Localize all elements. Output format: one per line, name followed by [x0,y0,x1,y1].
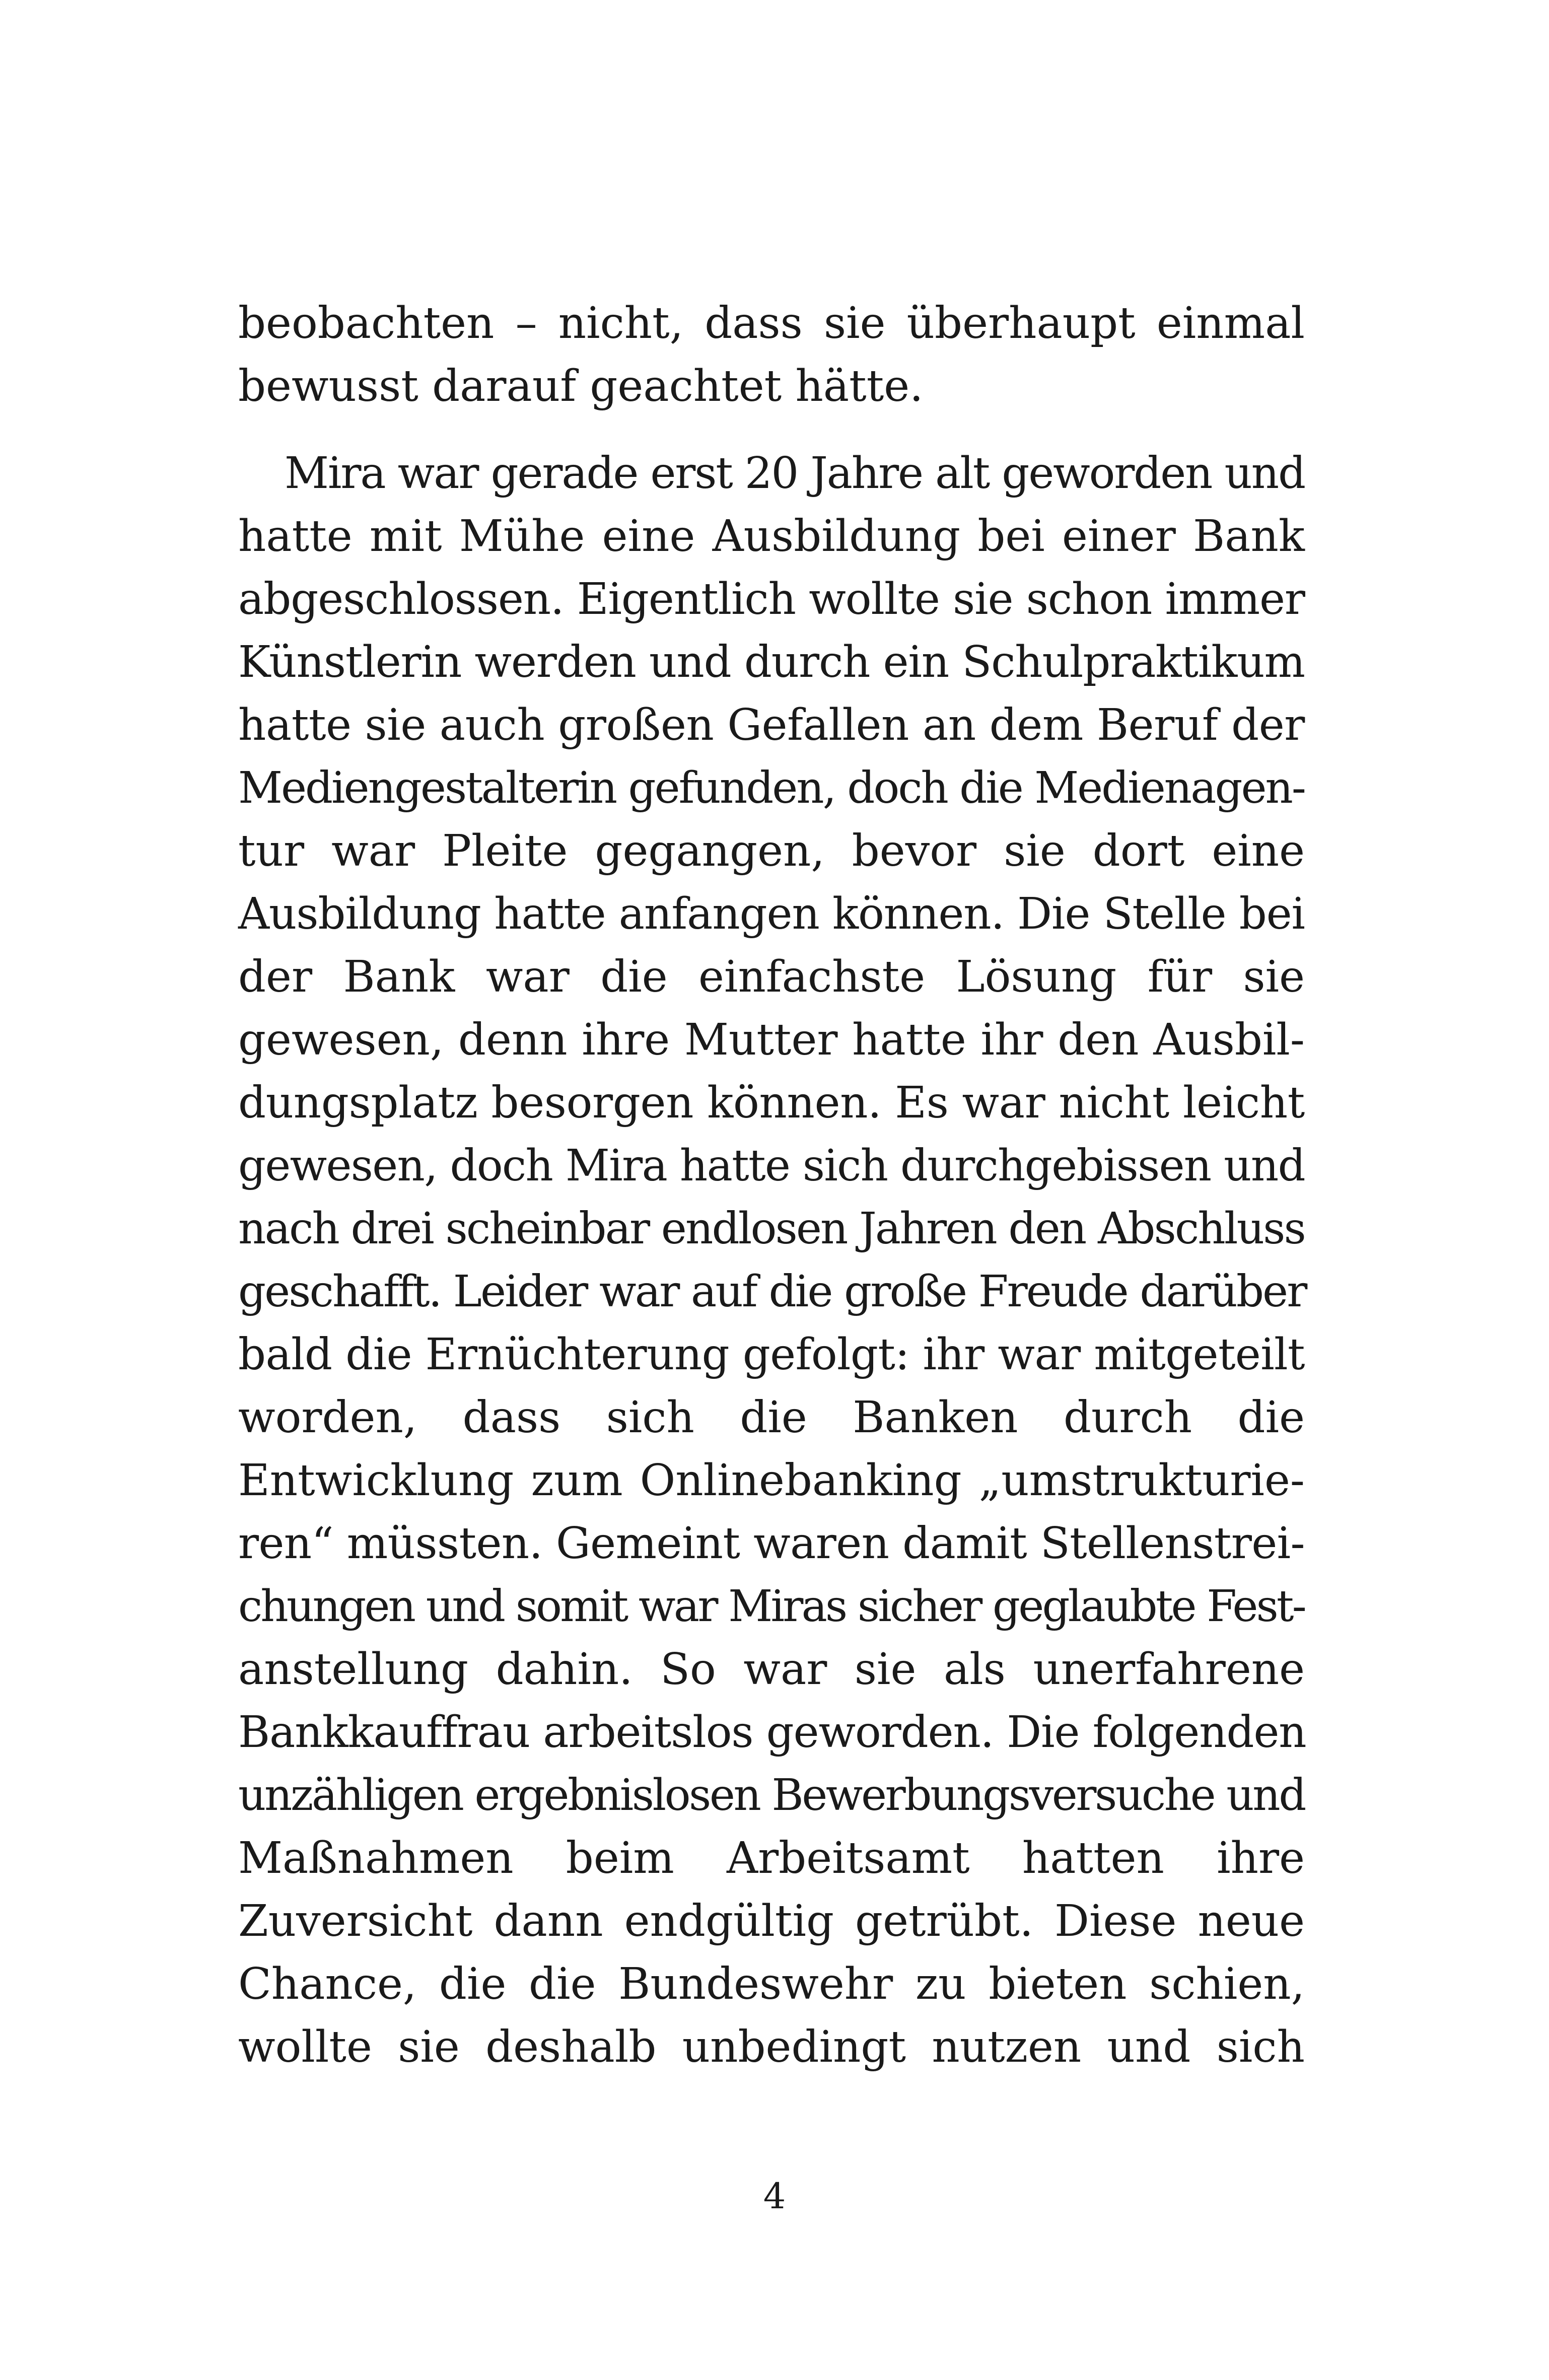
text-line: beobachten – nicht, dass sie überhaupt einmal [238,298,1305,348]
text-line: bald die Ernüchterung gefolgt: ihr war mitgeteilt [238,1329,1305,1380]
body-text [238,292,1305,2079]
text-line: bewusst darauf geachtet hätte. [238,361,924,411]
text-line: wollte sie deshalb unbedingt nutzen und sich [238,2022,1305,2072]
text-line: gewesen, doch Mira hatte sich durchgebissen und [238,1141,1305,1191]
text-line: hatte mit Mühe eine Ausbildung bei einer Bank [238,511,1305,562]
text-line: Zuversicht dann endgültig getrübt. Diese neue [238,1896,1305,1946]
page-number: 4 [763,2176,786,2217]
text-line: Chance, die die Bundeswehr zu bieten schien, [238,1959,1305,2009]
text-line: nach drei scheinbar endlosen Jahren den Abschluss [238,1204,1305,1254]
text-line: Bankkauffrau arbeitslos geworden. Die folgenden [238,1707,1306,1758]
text-line: Maßnahmen beim Arbeitsamt hatten ihre [238,1833,1305,1883]
text-line: ren“ müssten. Gemeint waren damit Stellenstrei- [238,1518,1305,1569]
text-line: der Bank war die einfachste Lösung für sie [238,952,1305,1002]
paragraph [238,442,1305,2079]
text-line: Entwicklung zum Onlinebanking „umstrukturie- [238,1455,1305,1506]
text-line: tur war Pleite gegangen, bevor sie dort eine [238,826,1305,876]
text-line: Mira war gerade erst 20 Jahre alt geworden und [285,448,1305,499]
paragraph-spacer [238,418,1305,442]
text-line: gewesen, denn ihre Mutter hatte ihr den Ausbil- [238,1015,1305,1065]
text-line: dungsplatz besorgen können. Es war nicht leicht [238,1078,1305,1128]
text-line: chungen und somit war Miras sicher geglaubte Fest- [238,1581,1305,1632]
text-line: Künstlerin werden und durch ein Schulpraktikum [238,637,1305,687]
paragraph-continued [238,292,1305,418]
text-line: abgeschlossen. Eigentlich wollte sie schon immer [238,574,1305,624]
text-line: hatte sie auch großen Gefallen an dem Beruf der [238,700,1305,750]
text-line: Ausbildung hatte anfangen können. Die Stelle bei [238,889,1305,939]
text-line: Mediengestalterin gefunden, doch die Medienagen- [238,763,1305,813]
text-line: unzähligen ergebnislosen Bewerbungsversuche und [238,1770,1305,1821]
text-line: geschafft. Leider war auf die große Freude darüber [238,1267,1306,1317]
text-line: worden, dass sich die Banken durch die [238,1392,1305,1443]
text-line: anstellung dahin. So war sie als unerfahrene [238,1644,1305,1695]
